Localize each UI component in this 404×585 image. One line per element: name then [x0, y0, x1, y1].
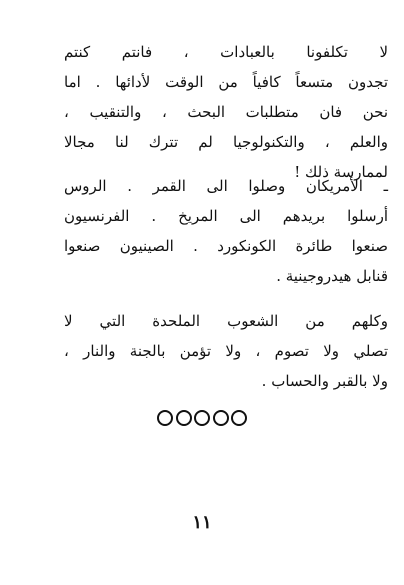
page-number: ١١: [192, 512, 212, 533]
paragraph-2: [64, 171, 388, 291]
text-line: لا تكلفونا بالعبادات ، فانتم كنتم: [64, 43, 388, 61]
paragraph-3: [64, 306, 388, 396]
section-separator: [157, 410, 247, 426]
text-line: ـ الأمريكان وصلوا الى القمر . الروس: [64, 177, 388, 195]
text-line: لممارسة ذلك !: [294, 163, 388, 181]
circle-ornament-icon: [176, 410, 192, 426]
circle-ornament-icon: [231, 410, 247, 426]
circle-ornament-icon: [194, 410, 210, 426]
text-line: وكلهم من الشعوب الملحدة التي لا: [64, 312, 388, 330]
text-line: قنابل هيدروجينية .: [276, 267, 388, 285]
circle-ornament-icon: [213, 410, 229, 426]
text-line: أرسلوا بريدهم الى المريخ . الفرنسيون: [64, 207, 388, 225]
text-line: تصلي ولا تصوم ، ولا تؤمن بالجنة والنار ،: [64, 342, 388, 360]
text-line: تجدون متسعاً كافياً من الوقت لأدائها . اما: [64, 73, 388, 91]
text-line: نحن فان متطلبات البحث ، والتنقيب ،: [64, 103, 388, 121]
text-line: صنعوا طائرة الكونكورد . الصينيون صنعوا: [64, 237, 388, 255]
paragraph-1: [64, 37, 388, 187]
circle-ornament-icon: [157, 410, 173, 426]
text-line: ولا بالقبر والحساب .: [261, 372, 388, 390]
text-line: والعلم ، والتكنولوجيا لم تترك لنا مجالا: [64, 133, 388, 151]
